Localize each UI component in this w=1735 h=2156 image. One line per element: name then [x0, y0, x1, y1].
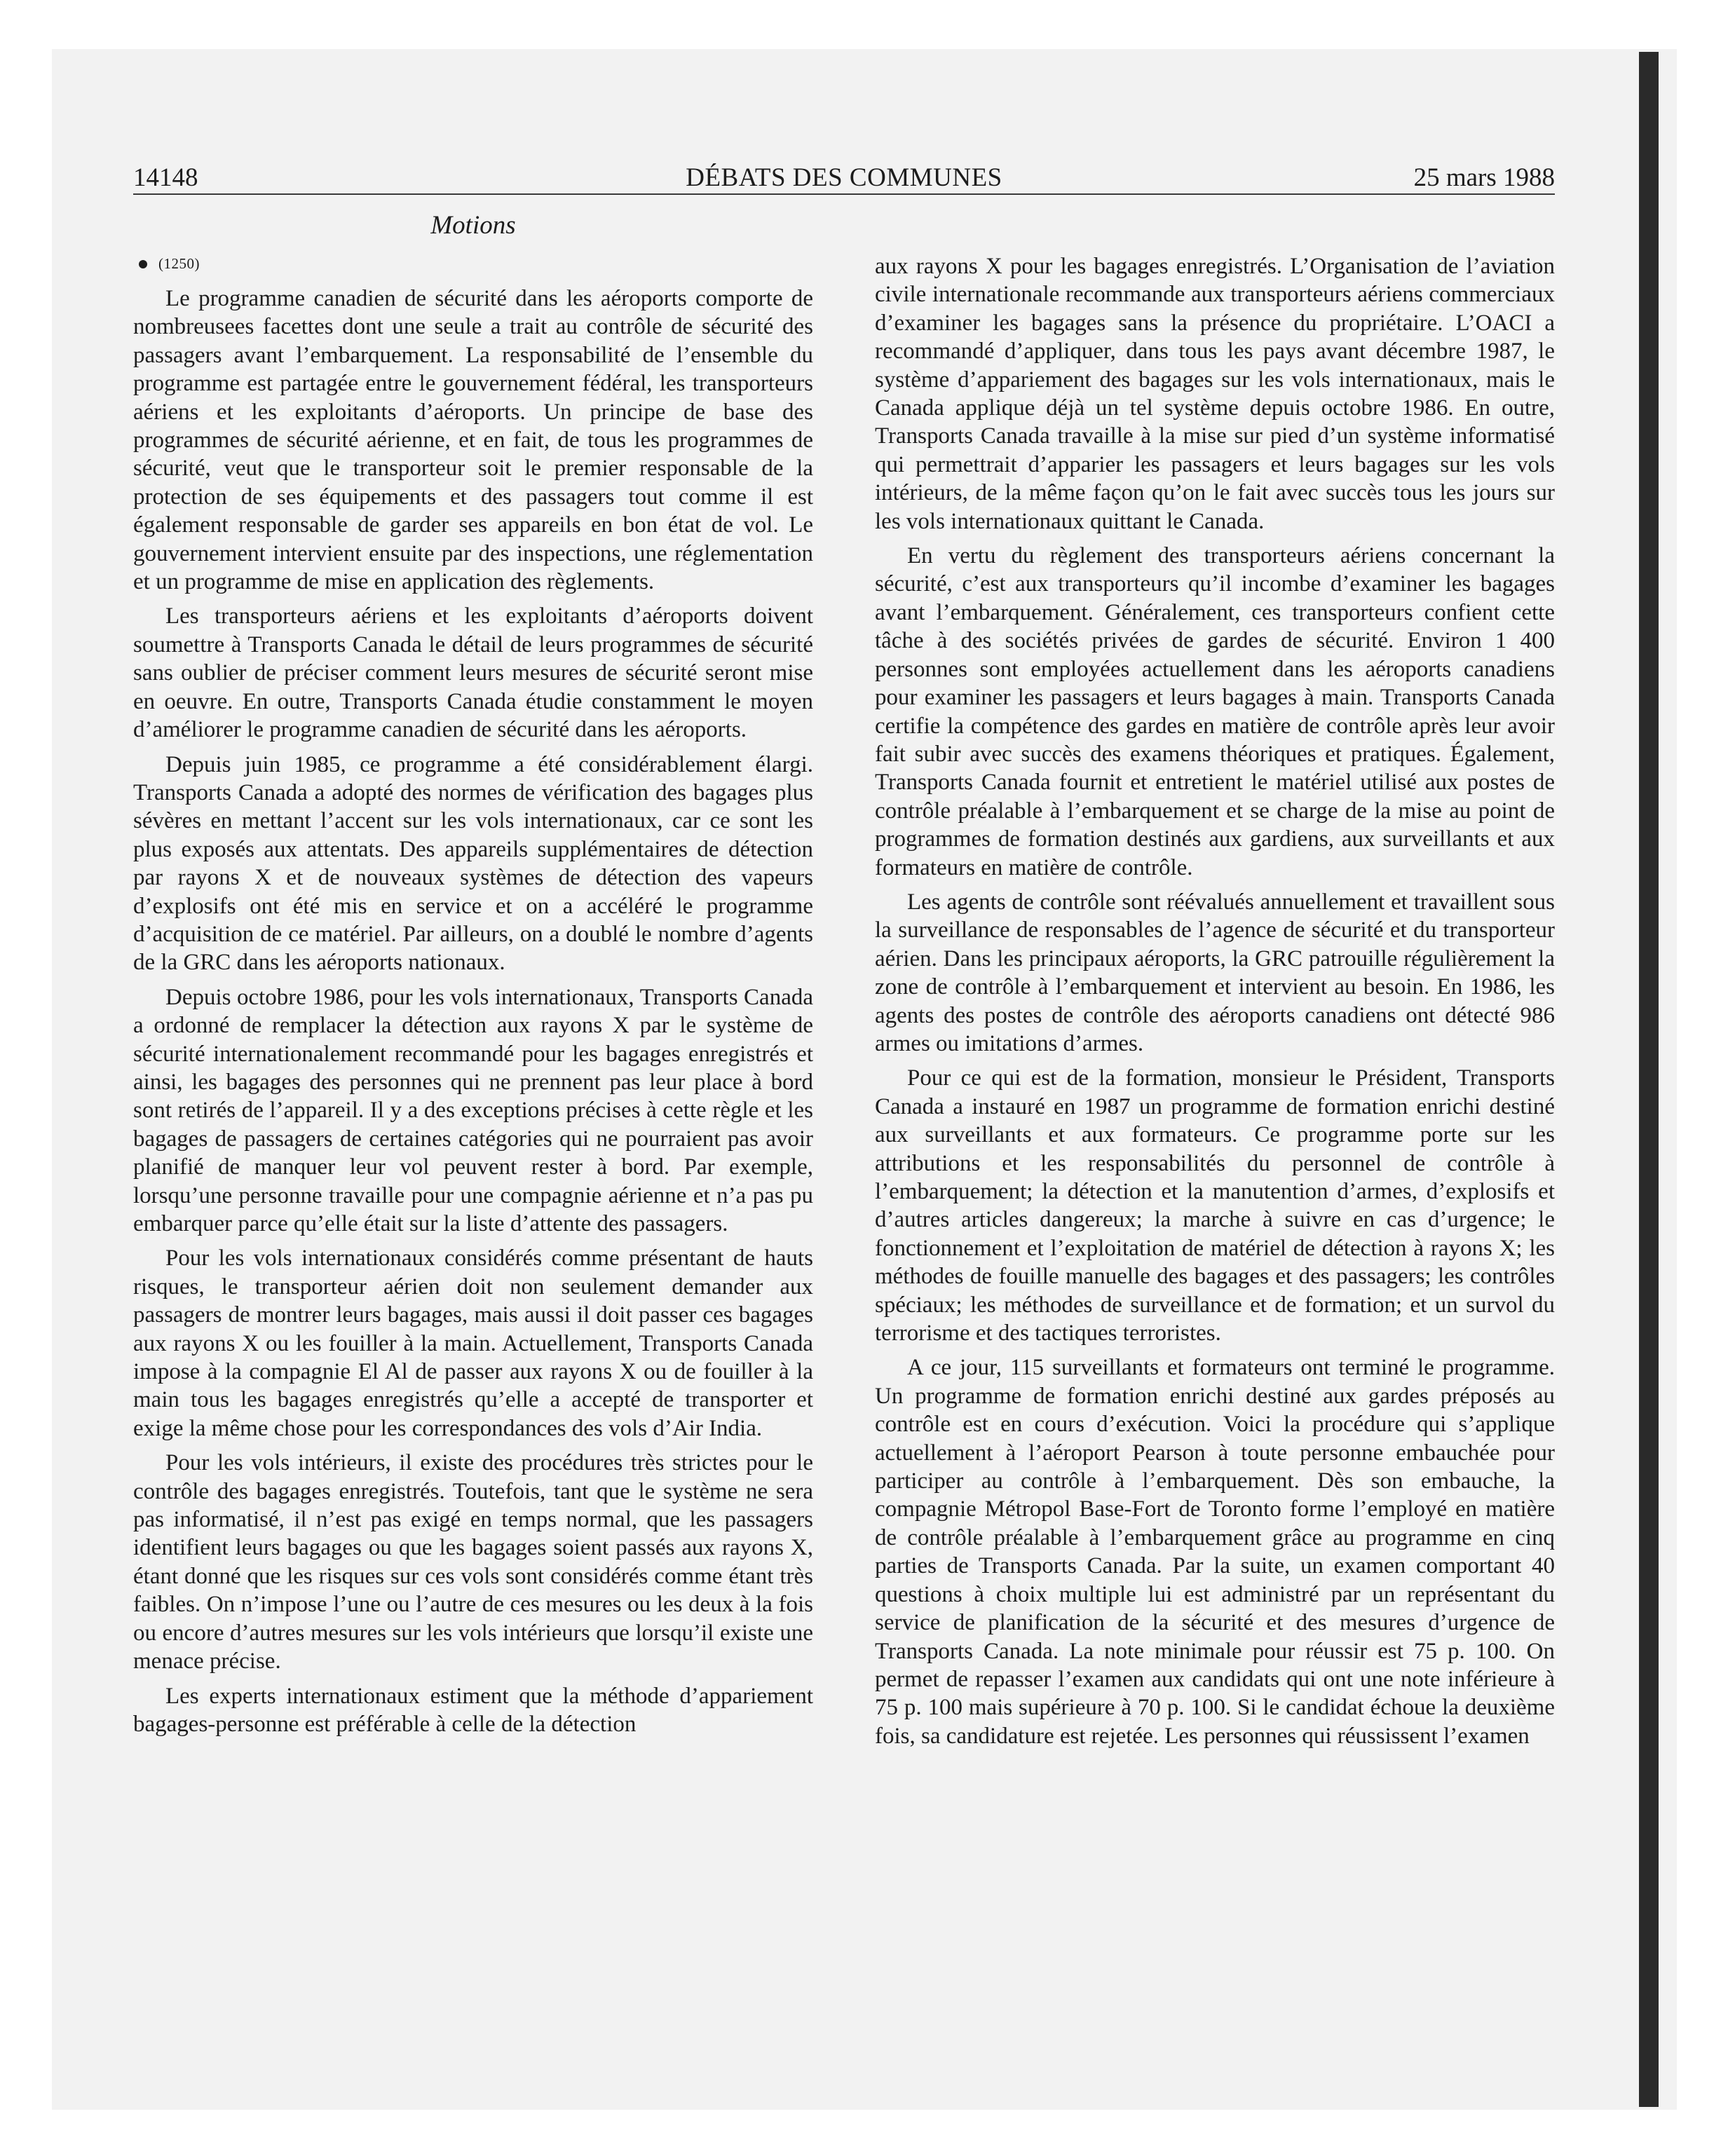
right-column — [875, 252, 1555, 1756]
scan-border — [1639, 52, 1659, 2107]
timestamp-marker — [133, 252, 813, 275]
left-column — [133, 252, 813, 1745]
paragraph: Depuis juin 1985, ce programme a été considérablement élargi. Transports Canada a adopté des normes de vérification des bagages plus sévères en mettant l’accent sur les vols internationaux, car ce sont les plus exposés aux attentats. Des appareils supplémentaires de détection par rayons X et de nouveaux systèmes de détection des vapeurs d’explosifs ont été mis en service et on a accéléré le programme d’acquisition de ce matériel. Par ailleurs, on a doublé le nombre d’agents de la GRC dans les aéroports nationaux. — [133, 751, 813, 976]
page-number: 14148 — [133, 163, 198, 192]
issue-date: 25 mars 1988 — [1413, 163, 1555, 192]
paragraph-continued: aux rayons X pour les bagages enregistrés. L’Organisation de l’aviation civile internationale recommande aux transporteurs aériens commerciaux d’examiner les bagages sans la présence du propriétaire. L’OACI a recommandé d’appliquer, dans tous les pays avant décembre 1987, le système d’appariement des bagages sur les vols internationaux, mais le Canada applique déjà un tel système depuis octobre 1986. En outre, Transports Canada travaille à la mise sur pied d’un système informatisé qui permettrait d’apparier les passagers et leurs bagages sur les vols intérieurs, de la même façon qu’on le fait avec succès tous les jours sur les vols internationaux quittant le Canada. — [875, 254, 1555, 534]
paragraph: Les transporteurs aériens et les exploitants d’aéroports doivent soumettre à Transports Canada le détail de leurs programmes de sécurité sans oublier de préciser comment leurs mesures de sécurité seront mise en oeuvre. En outre, Transports Canada étudie constamment le moyen d’améliorer le programme canadien de sécurité dans les aéroports. — [133, 603, 813, 743]
paragraph: Le programme canadien de sécurité dans les aéroports comporte de nombreusees facettes dont une seule a trait au contrôle de sécurité des passagers avant l’embarquement. La responsabilité de l’ensemble du programme est partagée entre le gouvernement fédéral, les transporteurs aériens et les exploitants d’aéroports. Un principe de base des programmes de sécurité aérienne, et en fait, de tous les programmes de sécurité, veut que le transporteur soit le premier responsable de la protection de ses équipements et des passagers tout comme il est également responsable de garder ses appareils en bon état de vol. Le gouvernement intervient ensuite par des inspections, une réglementation et un programme de mise en application des règlements. — [133, 286, 813, 595]
paragraph: En vertu du règlement des transporteurs aériens concernant la sécurité, c’est aux transporteurs qu’il incombe d’examiner les bagages avant l’embarquement. Généralement, ces transporteurs confient cette tâche à des sociétés privées de gardes de sécurité. Environ 1 400 personnes sont employées actuellement dans les aéroports canadiens pour examiner les passagers et leurs bagages à main. Transports Canada certifie la compétence des gardes en matière de contrôle après leur avoir fait subir avec succès des examens théoriques et pratiques. Également, Transports Canada fournit et entretient le matériel utilisé aux postes de contrôle préalable à l’embarquement et se charge de la mise au point de programmes de formation destinés aux gardiens, aux surveillants et aux formateurs en matière de contrôle. — [875, 543, 1555, 880]
paragraph: A ce jour, 115 surveillants et formateurs ont terminé le programme. Un programme de formation enrichi destiné aux gardes préposés au contrôle est en cours d’exécution. Voici la procédure qui s’applique actuellement à l’aéroport Pearson à toute personne embauchée pour participer au contrôle à l’embarquement. Dès son embauche, la compagnie Métropol Base-Fort de Toronto forme l’employé en matière de contrôle préalable à l’embarquement grâce au programme en cinq parties de Transports Canada. Par la suite, un examen comportant 40 questions à choix multiple lui est administré par un représentant du service de planification de la sécurité et des mesures d’urgence de Transports Canada. La note minimale pour réussir est 75 p. 100. On permet de repasser l’examen aux candidats qui ont une note inférieure à 75 p. 100 mais supérieure à 70 p. 100. Si le candidat échoue la deuxième fois, sa candidature est rejetée. Les personnes qui réussissent l’examen — [875, 1355, 1555, 1749]
running-header — [133, 163, 1555, 195]
timestamp-text: (1250) — [158, 255, 200, 272]
paragraph: Pour ce qui est de la formation, monsieur le Président, Transports Canada a instauré en 1987 un programme de formation enrichi destiné aux surveillants et aux formateurs. Ce programme porte sur les attributions et les responsabilités du personnel de contrôle à l’embarquement; la détection et la manutention d’armes, d’explosifs et d’autres articles dangereux; la marche à suivre en cas d’urgence; le fonctionnement et l’exploitation de matériel de détection à rayons X; les méthodes de fouille manuelle des bagages et des passagers; les contrôles spéciaux; les méthodes de surveillance et de formation; et un survol du terrorisme et des tactiques terroristes. — [875, 1065, 1555, 1346]
section-title: Motions — [430, 211, 516, 240]
bullet-icon — [139, 260, 147, 268]
paragraph: Pour les vols internationaux considérés comme présentant de hauts risques, le transporteur aérien doit non seulement demander aux passagers de montrer leurs bagages, mais aussi il doit passer ces bagages aux rayons X ou les fouiller à la main. Actuellement, Transports Canada impose à la compagnie El Al de passer aux rayons X ou de fouiller à la main tous les bagages enregistrés qu’elle a accepté de transporter et exige la même chose pour les correspondances des vols d’Air India. — [133, 1246, 813, 1441]
paragraph: Les experts internationaux estiment que la méthode d’appariement bagages-personne est préférable à celle de la détection — [133, 1683, 813, 1737]
journal-title: DÉBATS DES COMMUNES — [686, 163, 1002, 192]
paragraph: Depuis octobre 1986, pour les vols internationaux, Transports Canada a ordonné de remplacer la détection aux rayons X par le système de sécurité internationalement recommandé pour les bagages enregistrés et ainsi, les bagages des personnes qui ne prennent pas leur place à bord sont retirés de l’appareil. Il y a des exceptions précises à cette règle et les bagages de passagers de certaines catégories qui ne pourraient pas avoir planifié de manquer leur vol peuvent rester à bord. Par exemple, lorsqu’une personne travaille pour une compagnie aérienne et n’a pas pu embarquer parce qu’elle était sur la liste d’attente des passagers. — [133, 984, 813, 1236]
paragraph: Les agents de contrôle sont réévalués annuellement et travaillent sous la surveillance de responsables de l’agence de sécurité et du transporteur aérien. Dans les principaux aéroports, la GRC patrouille régulièrement la zone de contrôle à l’embarquement et intervient au besoin. En 1986, les agents des postes de contrôle des aéroports canadiens ont détecté 986 armes ou imitations d’armes. — [875, 889, 1555, 1056]
paragraph: Pour les vols intérieurs, il existe des procédures très strictes pour le contrôle des bagages enregistrés. Toutefois, tant que le système ne sera pas informatisé, il n’est pas exigé en temps normal, que les passagers identifient leurs bagages ou que les bagages soient passés aux rayons X, étant donné que les risques sur ces vols sont considérés comme étant très faibles. On n’impose l’une ou l’autre de ces mesures ou les deux à la fois ou encore d’autres mesures sur les vols intérieurs que lorsqu’il existe une menace précise. — [133, 1450, 813, 1674]
